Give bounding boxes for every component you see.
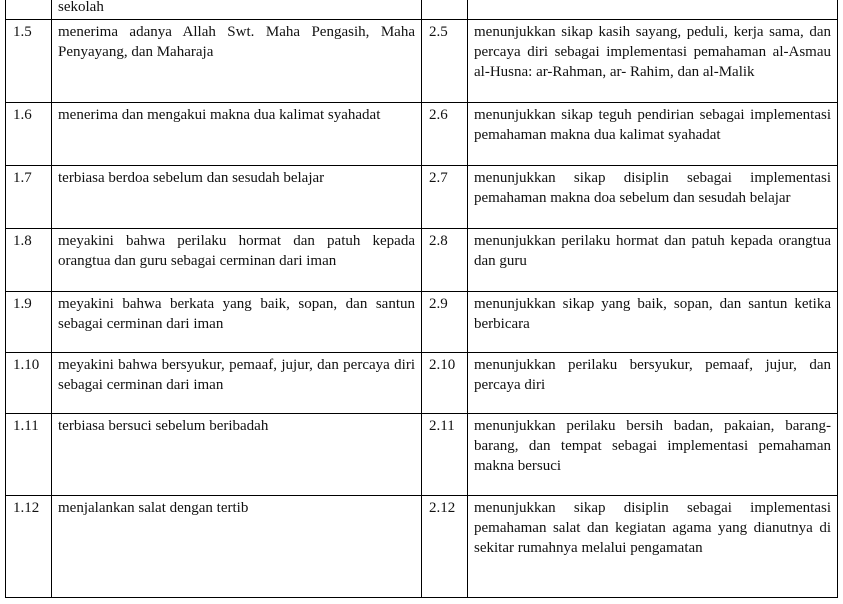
- ki1-number: 1.11: [6, 414, 52, 496]
- ki2-text: menunjukkan sikap kasih sayang, peduli, kerja sama, dan percaya diri sebagai implementasi pemahaman al-Asmau al-Husna: ar-Rahman, ar- Rahim, dan al-Malik: [468, 20, 838, 103]
- ki2-text: menunjukkan perilaku bersih badan, pakaian, barang-barang, dan tempat sebagai implementasi pemahaman makna bersuci: [468, 414, 838, 496]
- ki2-number: [422, 0, 468, 20]
- ki2-number: 2.11: [422, 414, 468, 496]
- table-row: [6, 414, 838, 496]
- ki2-number: 2.6: [422, 103, 468, 166]
- ki1-number: 1.12: [6, 496, 52, 598]
- table-row: [6, 496, 838, 598]
- ki2-number: 2.5: [422, 20, 468, 103]
- ki1-number: 1.6: [6, 103, 52, 166]
- ki1-number: 1.8: [6, 229, 52, 292]
- table-row: [6, 353, 838, 414]
- ki2-text: menunjukkan perilaku bersyukur, pemaaf, jujur, dan percaya diri: [468, 353, 838, 414]
- ki2-number: 2.9: [422, 292, 468, 353]
- ki2-number: 2.12: [422, 496, 468, 598]
- table-row: [6, 0, 838, 20]
- ki2-text: menunjukkan sikap disiplin sebagai implementasi pemahaman salat dan kegiatan agama yang dianutnya di sekitar rumahnya melalui pengamatan: [468, 496, 838, 598]
- ki1-text: meyakini bahwa bersyukur, pemaaf, jujur, dan percaya diri sebagai cerminan dari iman: [52, 353, 422, 414]
- table-row: [6, 292, 838, 353]
- ki1-text: meyakini bahwa perilaku hormat dan patuh kepada orangtua dan guru sebagai cerminan dari iman: [52, 229, 422, 292]
- ki2-text: menunjukkan sikap yang baik, sopan, dan santun ketika berbicara: [468, 292, 838, 353]
- ki1-number: [6, 0, 52, 20]
- ki1-number: 1.7: [6, 166, 52, 229]
- ki1-text: menerima adanya Allah Swt. Maha Pengasih, Maha Penyayang, dan Maharaja: [52, 20, 422, 103]
- ki2-text: [468, 0, 838, 20]
- competency-table: [5, 0, 838, 598]
- table-row: [6, 20, 838, 103]
- ki2-number: 2.10: [422, 353, 468, 414]
- ki1-text: menerima dan mengakui makna dua kalimat syahadat: [52, 103, 422, 166]
- ki1-text: meyakini bahwa berkata yang baik, sopan, dan santun sebagai cerminan dari iman: [52, 292, 422, 353]
- ki2-text: menunjukkan sikap disiplin sebagai implementasi pemahaman makna doa sebelum dan sesudah belajar: [468, 166, 838, 229]
- ki1-text: terbiasa bersuci sebelum beribadah: [52, 414, 422, 496]
- table-row: [6, 229, 838, 292]
- ki1-text: terbiasa berdoa sebelum dan sesudah belajar: [52, 166, 422, 229]
- ki1-number: 1.10: [6, 353, 52, 414]
- table-row: [6, 166, 838, 229]
- ki1-text: menjalankan salat dengan tertib: [52, 496, 422, 598]
- ki1-text: sekolah: [52, 0, 422, 20]
- ki2-number: 2.7: [422, 166, 468, 229]
- table-row: [6, 103, 838, 166]
- ki2-text: menunjukkan sikap teguh pendirian sebagai implementasi pemahaman makna dua kalimat syahadat: [468, 103, 838, 166]
- ki2-text: menunjukkan perilaku hormat dan patuh kepada orangtua dan guru: [468, 229, 838, 292]
- ki1-number: 1.9: [6, 292, 52, 353]
- ki2-number: 2.8: [422, 229, 468, 292]
- ki1-number: 1.5: [6, 20, 52, 103]
